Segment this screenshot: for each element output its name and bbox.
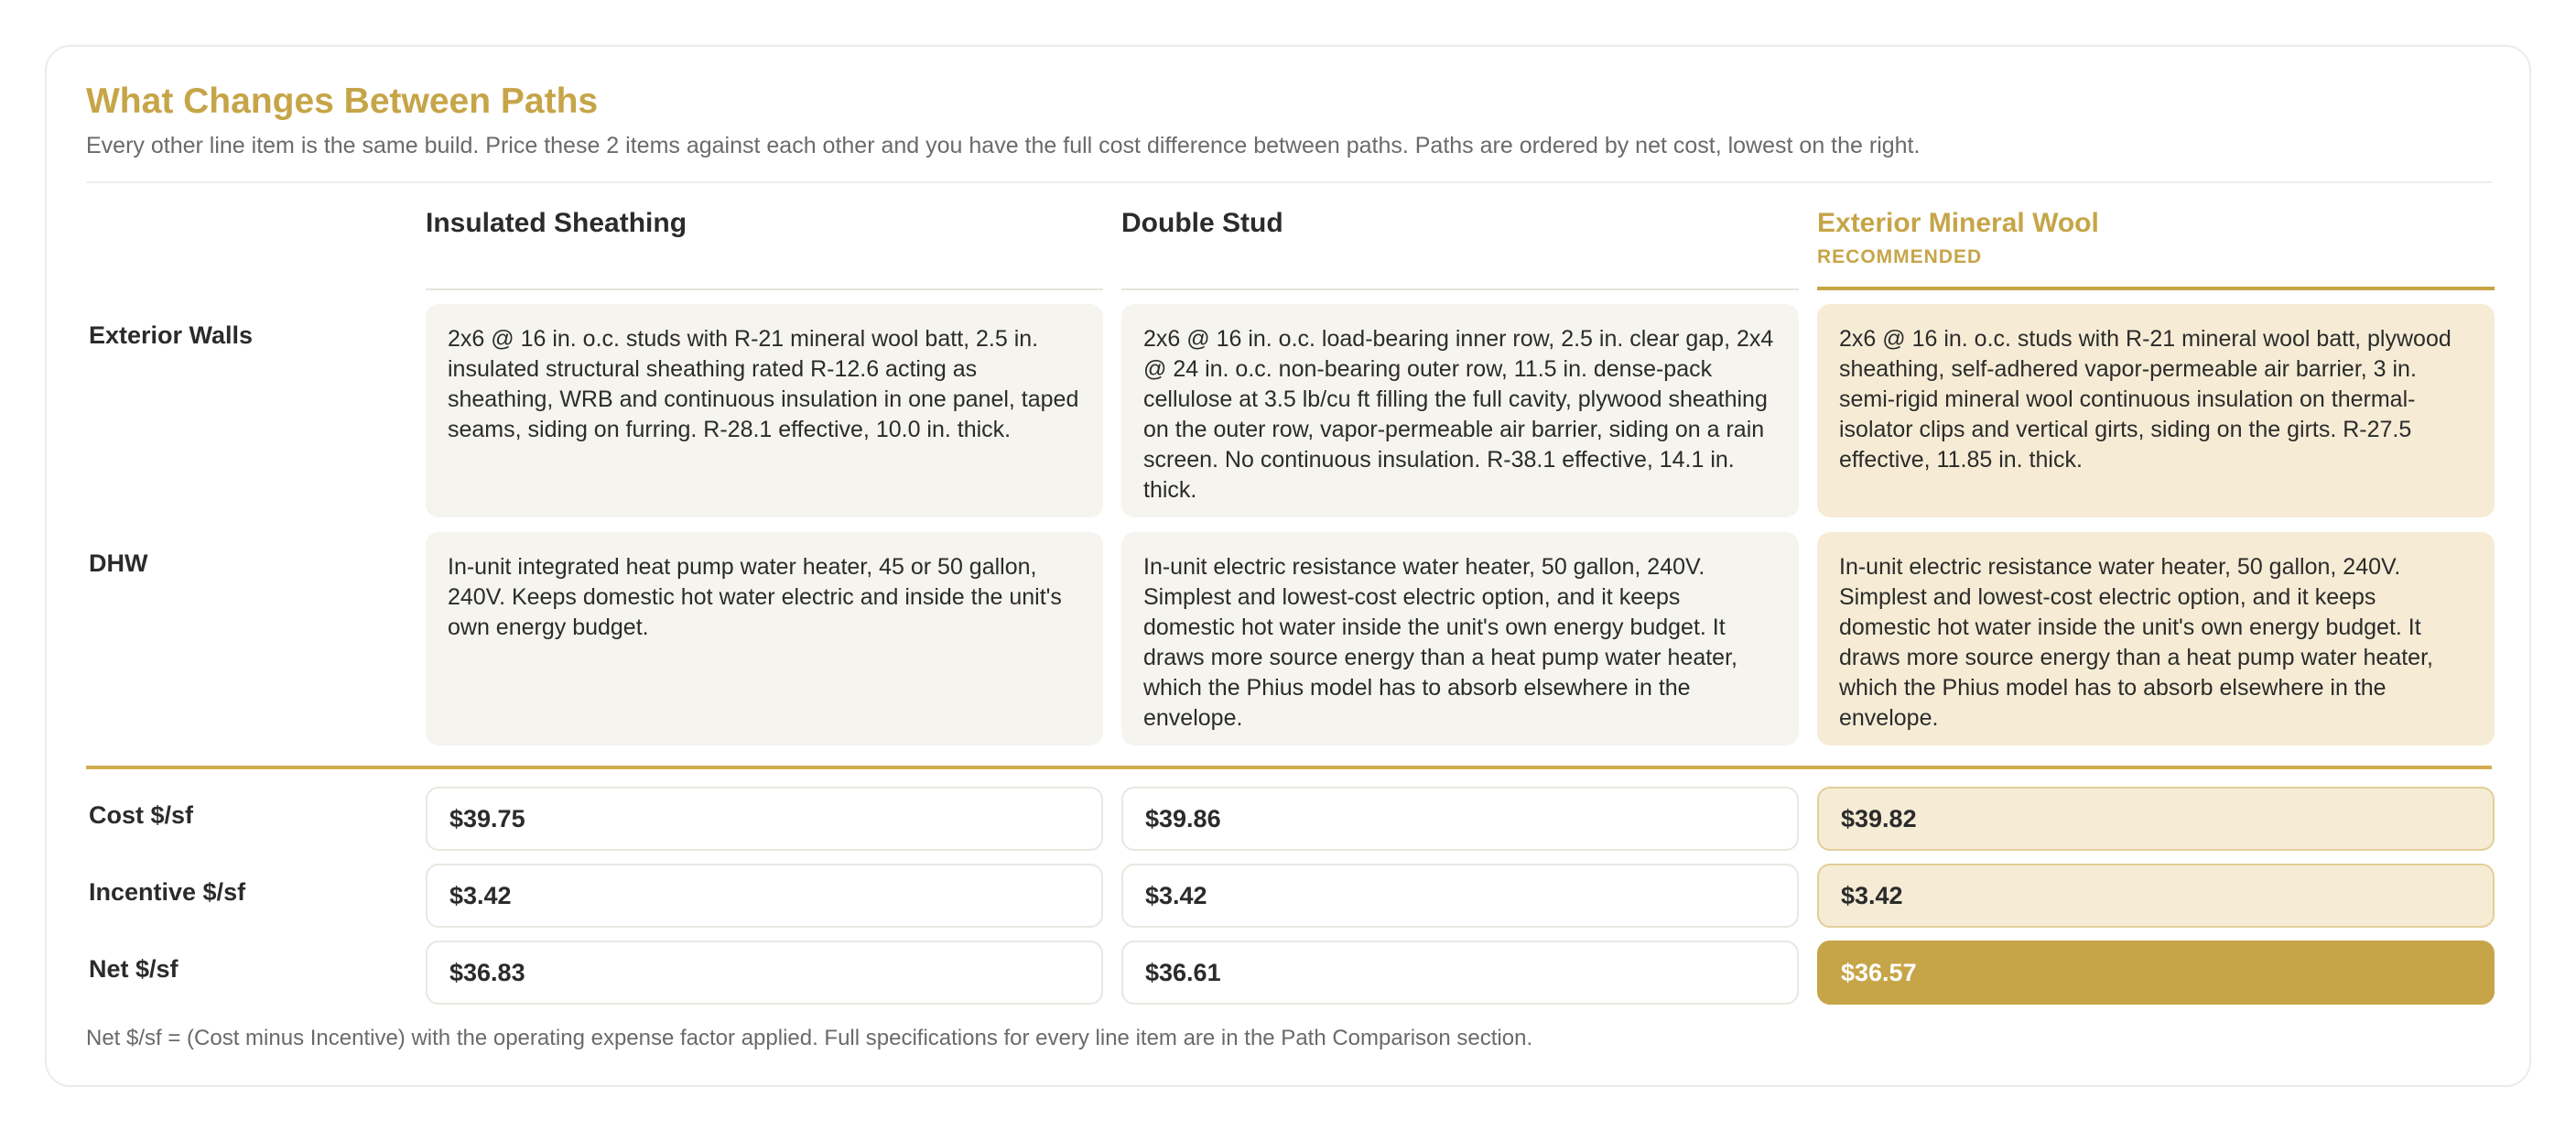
section-title: What Changes Between Paths [86,82,599,121]
dhw-double-stud: In-unit electric resistance water heater, 50 gallon, 240V. Simplest and lowest-cost electric option, and it keeps domestic hot water inside the unit's own energy budget. It draws more source energy than a heat pump water heater, which the Phius model has to absorb elsewhere in the envelope. [1121,532,1799,745]
metric-label-cost: Cost $/sf [89,801,194,829]
metric-label-incentive: Incentive $/sf [89,878,246,906]
exterior-walls-exterior-mineral-wool: 2x6 @ 16 in. o.c. studs with R-21 mineral wool batt, plywood sheathing, self-adhered vapor-permeable air barrier, 3 in. semi-rigid mineral wool continuous insulation on thermal-isolator clips and vertical girts, siding on the girts. R-27.5 effective, 11.85 in. thick. [1817,304,2495,517]
path-header-double-stud [1121,208,1799,290]
section-subtitle: Every other line item is the same build. Price these 2 items against each other and you have the full cost difference between paths. Paths are ordered by net cost, lowest on the right. [86,133,1921,158]
net-exterior-mineral-wool: $36.57 [1817,941,2495,1005]
net-insulated-sheathing: $36.83 [426,941,1103,1005]
header-divider [86,181,2492,183]
dhw-exterior-mineral-wool: In-unit electric resistance water heater, 50 gallon, 240V. Simplest and lowest-cost electric option, and it keeps domestic hot water inside the unit's own energy budget. It draws more source energy than a heat pump water heater, which the Phius model has to absorb elsewhere in the envelope. [1817,532,2495,745]
net-double-stud: $36.61 [1121,941,1799,1005]
row-label-dhw: DHW [89,549,148,577]
recommended-badge: RECOMMENDED [1817,246,1983,267]
cost-insulated-sheathing: $39.75 [426,787,1103,851]
incentive-exterior-mineral-wool: $3.42 [1817,864,2495,928]
metrics-divider [86,766,2492,769]
path-name: Insulated Sheathing [426,208,687,238]
cost-double-stud: $39.86 [1121,787,1799,851]
row-label-exterior-walls: Exterior Walls [89,321,254,349]
path-name: Exterior Mineral Wool [1817,208,2099,238]
path-header-exterior-mineral-wool [1817,208,2495,290]
incentive-insulated-sheathing: $3.42 [426,864,1103,928]
metric-label-net: Net $/sf [89,955,179,983]
dhw-insulated-sheathing: In-unit integrated heat pump water heater, 45 or 50 gallon, 240V. Keeps domestic hot water electric and inside the unit's own energy budget. [426,532,1103,745]
cost-exterior-mineral-wool: $39.82 [1817,787,2495,851]
exterior-walls-double-stud: 2x6 @ 16 in. o.c. load-bearing inner row, 2.5 in. clear gap, 2x4 @ 24 in. o.c. non-bearing outer row, 11.5 in. dense-pack cellulose at 3.5 lb/cu ft filling the full cavity, plywood sheathing on the outer row, vapor-permeable air barrier, siding on a rain screen. No continuous insulation. R-38.1 effective, 14.1 in. thick. [1121,304,1799,517]
what-changes-card [45,45,2531,1087]
path-header-insulated-sheathing [426,208,1103,290]
footnote: Net $/sf = (Cost minus Incentive) with the operating expense factor applied. Full specifications for every line item are in the Path Comparison section. [86,1026,1533,1050]
path-name: Double Stud [1121,208,1283,238]
incentive-double-stud: $3.42 [1121,864,1799,928]
exterior-walls-insulated-sheathing: 2x6 @ 16 in. o.c. studs with R-21 mineral wool batt, 2.5 in. insulated structural sheathing rated R-12.6 acting as sheathing, WRB and continuous insulation in one panel, taped seams, siding on furring. R-28.1 effective, 10.0 in. thick. [426,304,1103,517]
